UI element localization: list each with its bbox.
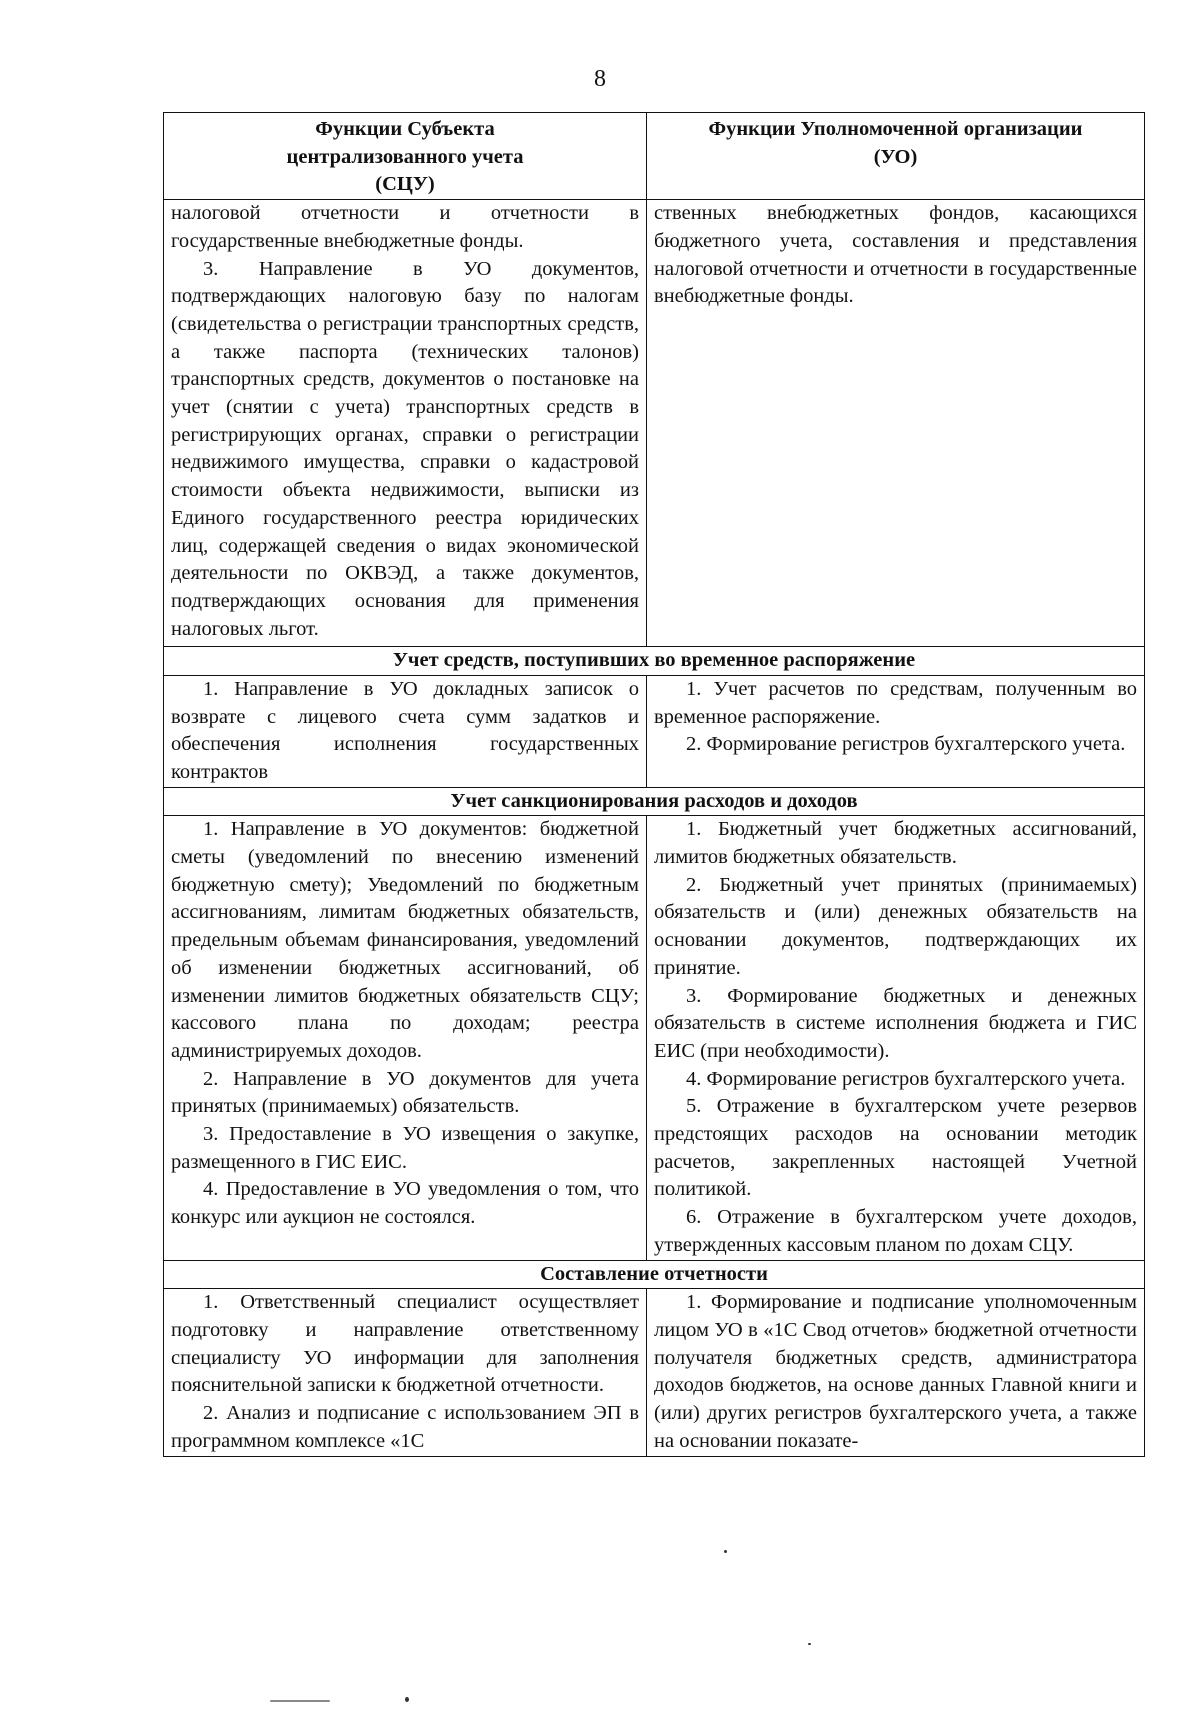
scan-speck	[405, 1697, 409, 1702]
header-line: Функции Уполномоченной организации	[708, 118, 1083, 140]
table-row	[164, 675, 1145, 787]
cell-paragraph: 1. Формирование и подписание уполномоченным лицом УО в «1С Свод отчетов» бюджетной отчетности получателя бюджетных средств, администратора доходов бюджетов, на основе данных Главной книги и (или) других регистров бухгалтерского учета, а также на основании показате-	[654, 1291, 1137, 1452]
cell-paragraph: 2. Формирование регистров бухгалтерского учета.	[686, 733, 1126, 756]
scan-speck	[724, 1550, 727, 1553]
row-cell-left	[164, 675, 647, 787]
table-row	[164, 816, 1145, 1260]
scan-speck	[808, 1643, 811, 1645]
row-cell-left	[164, 1289, 647, 1456]
cell-paragraph: 1. Бюджетный учет бюджетных ассигнований, лимитов бюджетных обязательств.	[654, 818, 1137, 869]
row-cell-right	[647, 200, 1145, 647]
table-row	[164, 1289, 1145, 1456]
cell-paragraph: 3. Формирование бюджетных и денежных обязательств в системе исполнения бюджета и ГИС ЕИС (при необходимости).	[654, 984, 1137, 1062]
header-line: (УО)	[873, 145, 918, 168]
header-cell-uo	[647, 113, 1145, 200]
row-cell-right	[647, 816, 1145, 1260]
row-cell-right	[647, 1289, 1145, 1456]
header-line: централизованного учета	[286, 145, 524, 168]
cell-paragraph: 2. Направление в УО документов для учета принятых (принимаемых) обязательств.	[171, 1067, 639, 1118]
cell-paragraph: 6. Отражение в бухгалтерском учете доходов, утвержденных кассовым планом по дохам СЦУ.	[654, 1206, 1137, 1256]
cell-paragraph: 1. Направление в УО докладных записок о возврате с лицевого счета сумм задатков и обеспечения исполнения государственных контрактов	[171, 677, 639, 783]
section-title-row	[164, 787, 1145, 816]
row-cell-left	[164, 200, 647, 647]
header-cell-scu	[164, 113, 647, 200]
table-header-row	[164, 113, 1145, 200]
scan-speck	[270, 1700, 330, 1702]
header-line: Функции Субъекта	[315, 118, 495, 140]
cell-paragraph: 1. Учет расчетов по средствам, полученным во временное распоряжение.	[654, 677, 1137, 728]
section-title: Учет средств, поступивших во временное распоряжение	[164, 647, 1145, 676]
section-title: Составление отчетности	[164, 1260, 1145, 1289]
cell-paragraph: 4. Предоставление в УО уведомления о том, что конкурс или аукцион не состоялся.	[171, 1178, 639, 1229]
cell-paragraph: 2. Бюджетный учет принятых (принимаемых) обязательств и (или) денежных обязательств на основании документов, подтверждающих их принятие.	[654, 873, 1137, 979]
section-title-row	[164, 647, 1145, 676]
cell-paragraph: 3. Направление в УО документов, подтверждающих налоговую базу по налогам (свидетельства о регистрации транспортных средств, а также паспорта (технических талонов) транспортных средств, документов о постановке на учет (снятии с учета) транспортных средств в регистрирующих органах, справки о регистрации недвижимого имущества, справки о кадастровой стоимости объекта недвижимости, выписки из Единого государственного реестра юридических лиц, содержащей сведения о видах экономической деятельности по ОКВЭД, а также документов, подтверждающих основания для применения налоговых льгот.	[171, 257, 639, 640]
cell-paragraph: 1. Ответственный специалист осуществляет подготовку и направление ответственному специалисту УО информации для заполнения пояснительной записки к бюджетной отчетности.	[171, 1291, 639, 1397]
cell-paragraph: 3. Предоставление в УО извещения о закупке, размещенного в ГИС ЕИС.	[171, 1123, 639, 1173]
row-cell-left	[164, 816, 647, 1260]
section-title-row	[164, 1260, 1145, 1289]
section-title: Учет санкционирования расходов и доходов	[164, 787, 1145, 816]
page-number: 8	[594, 66, 606, 92]
cell-paragraph: 1. Направление в УО документов: бюджетной сметы (уведомлений по внесению изменений бюджетную смету); Уведомлений по бюджетным ассигнованиям, лимитам бюджетных обязательств, предельным объемам финансирования, уведомлений об изменении бюджетных ассигнований, об изменении лимитов бюджетных обязательств СЦУ; кассового плана по доходам; реестра администрируемых доходов.	[171, 818, 639, 1062]
cell-paragraph: налоговой отчетности и отчетности в государственные внебюджетные фонды.	[171, 202, 639, 252]
row-cell-right	[647, 675, 1145, 787]
header-line: (СЦУ)	[375, 173, 435, 196]
functions-table	[163, 112, 1145, 1457]
cell-paragraph: 5. Отражение в бухгалтерском учете резервов предстоящих расходов на основании методик расчетов, закрепленных настоящей Учетной политикой.	[654, 1095, 1137, 1201]
cell-paragraph: 2. Анализ и подписание с использованием ЭП в программном комплексе «1С	[171, 1402, 639, 1452]
table-row	[164, 200, 1145, 647]
cell-paragraph: 4. Формирование регистров бухгалтерского учета.	[686, 1067, 1126, 1090]
cell-paragraph: ственных внебюджетных фондов, касающихся бюджетного учета, составления и представления налоговой отчетности и отчетности в государственные внебюджетные фонды.	[654, 202, 1137, 308]
